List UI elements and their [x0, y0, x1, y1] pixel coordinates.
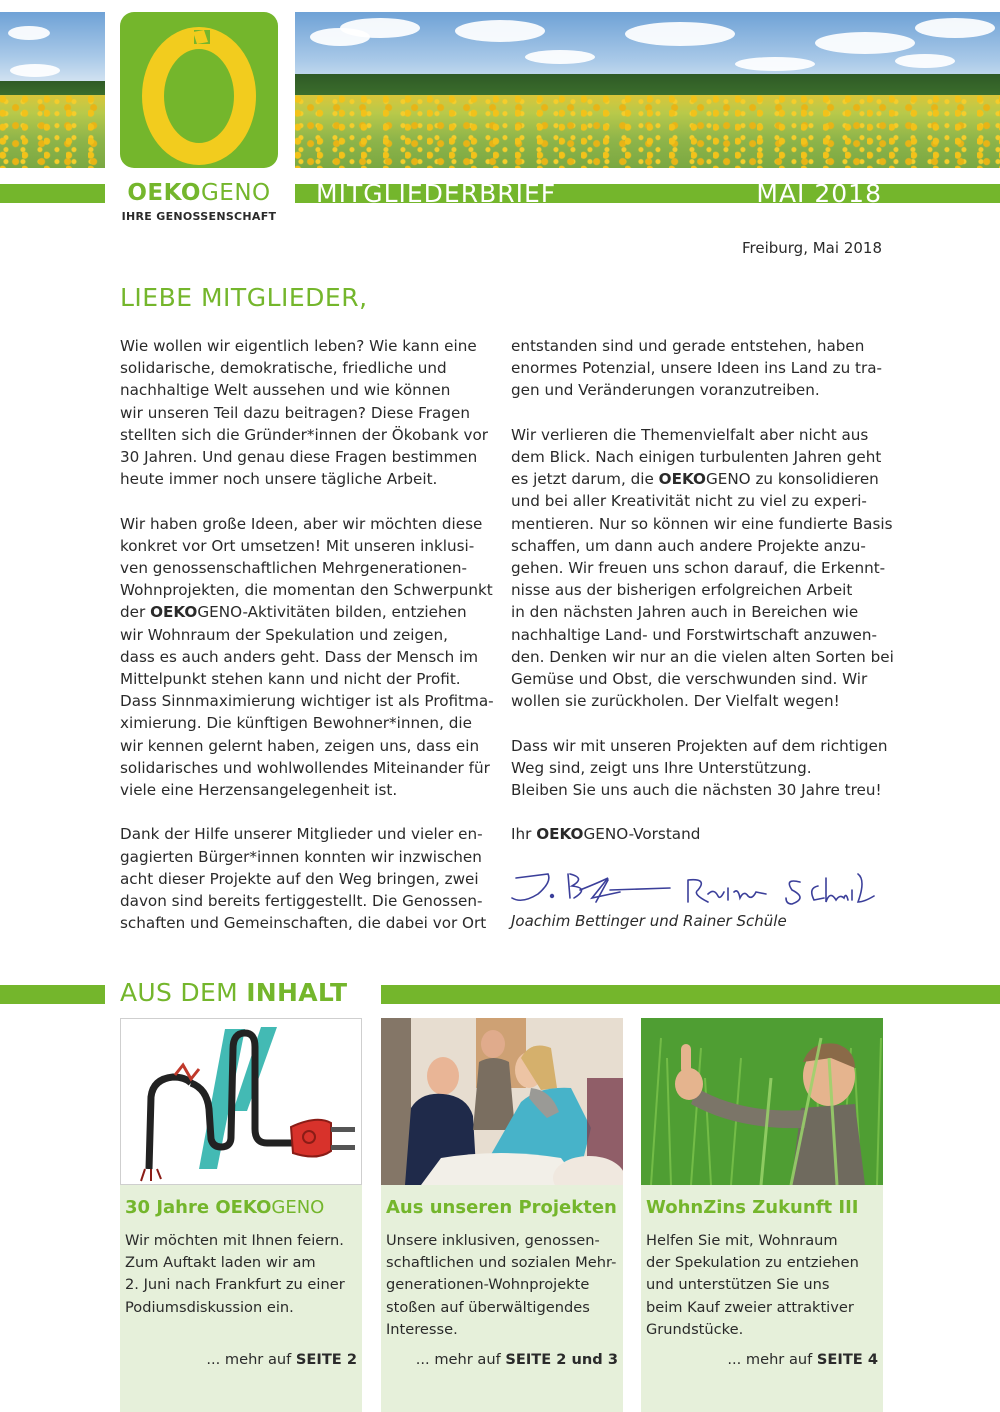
text-line: wir kennen gelernt haben, zeigen uns, dass ein	[120, 736, 480, 755]
text-line: Wie wollen wir eigentlich leben? Wie kann eine	[120, 337, 477, 355]
text-line: Dass wir mit unseren Projekten auf dem richtigen	[511, 736, 888, 755]
dateline: Freiburg, Mai 2018	[741, 239, 882, 257]
text-line: acht dieser Projekte auf den Weg bringen, zwei	[120, 869, 479, 888]
header-photo-sunflowers	[295, 12, 1000, 168]
contents-band-left	[0, 985, 105, 1004]
card-panel	[641, 1185, 883, 1412]
handwritten-signatures	[508, 868, 888, 912]
text-line: es jetzt darum, die OEKOGENO zu konsolidieren	[511, 470, 879, 489]
text-line: ximierung. Die künftigen Bewohner*innen, die	[120, 714, 472, 733]
text-line: schaffen, um dann auch andere Projekte anzu-	[511, 536, 866, 555]
paragraph	[511, 735, 891, 802]
text-line: Dass Sinnmaximierung wichtiger ist als Profitma-	[120, 692, 494, 711]
text-line: schaften und Gemeinschaften, die dabei vor Ort	[120, 914, 487, 933]
paragraph	[120, 335, 495, 490]
greeting-heading: LIEBE MITGLIEDER,	[120, 283, 368, 312]
text-line: entstanden sind und gerade entstehen, haben	[511, 337, 865, 355]
text-line: gehen. Wir freuen uns schon darauf, die Erkennt-	[511, 559, 886, 578]
header-photo-left	[0, 12, 105, 168]
contents-card-projects[interactable]	[381, 1018, 623, 1412]
text-line: heute immer noch unsere tägliche Arbeit.	[120, 470, 438, 489]
contents-card-anniversary[interactable]	[120, 1018, 362, 1412]
letter-right-column	[511, 335, 894, 868]
text-line: 30 Jahren. Und genau diese Fragen bestimmen	[120, 448, 478, 467]
card-title: WohnZins Zukunft III	[646, 1197, 859, 1218]
text-line: ven genossenschaftlichen Mehrgenerationen-	[120, 559, 468, 578]
text-line: mentieren. Nur so können wir eine fundierte Basis	[511, 514, 893, 533]
text-line: wollen sie zurückholen. Der Vielfalt wegen!	[511, 692, 840, 711]
text-line: Bleiben Sie uns auch die nächsten 30 Jahre treu!	[511, 781, 882, 800]
contents-band-right	[381, 985, 1000, 1004]
more-link-page-2-and-3[interactable]: ... mehr auf SEITE 2 und 3	[415, 1351, 618, 1368]
card-title: 30 Jahre OEKOGENO	[125, 1197, 325, 1218]
text-line: gagierten Bürger*innen konnten wir inzwischen	[120, 847, 482, 866]
text-line: Mittelpunkt stehen kann und nicht der Profit.	[120, 670, 461, 689]
closing	[511, 823, 891, 845]
text-line: Wir haben große Ideen, aber wir möchten diese	[120, 514, 483, 533]
text-line: wir Wohnraum der Spekulation und zeigen,	[120, 625, 448, 644]
text-line: Wir verlieren die Themenvielfalt aber nicht aus	[511, 425, 869, 444]
card-text: Unsere inklusiven, genossen- schaftlichen und sozialen Mehr- generationen-Wohnprojekte stoßen auf überwältigendes Interesse.	[386, 1232, 617, 1338]
text-line: solidarische, demokratische, friedliche und	[120, 359, 447, 378]
text-line: der OEKOGENO-Aktivitäten bilden, entziehen	[120, 603, 467, 622]
text-line: dem Blick. Nach einigen turbulenten Jahren geht	[511, 448, 882, 466]
more-link-page-4[interactable]: ... mehr auf SEITE 4	[727, 1351, 878, 1368]
text-line: Gemüse und Obst, die verschwunden sind. Wir	[511, 670, 868, 689]
text-line: nisse aus der bisherigen erfolgreichen Arbeit	[511, 581, 853, 600]
paragraph	[120, 823, 495, 934]
paragraph	[511, 335, 891, 402]
paragraph	[120, 513, 495, 802]
card-text: Helfen Sie mit, Wohnraum der Spekulation zu entziehen und unterstützen Sie uns beim Kauf zweier attraktiver Grundstücke.	[646, 1232, 859, 1338]
issue-date: MAI 2018	[756, 179, 882, 208]
text-line: viele eine Herzensangelegenheit ist.	[120, 781, 398, 800]
text-line: und bei aller Kreativität nicht zu viel zu experi-	[511, 492, 867, 511]
text-line: Wohnprojekten, die momentan den Schwerpunkt	[120, 581, 493, 600]
brand-name: OEKOGENO	[127, 180, 271, 206]
text-line: dass es auch anders geht. Dass der Mensch im	[120, 647, 479, 666]
header-band-left	[0, 184, 105, 203]
text-line: solidarisches und wohlwollendes Miteinander für	[120, 758, 490, 777]
text-line: enormes Potenzial, unsere Ideen ins Land zu tra-	[511, 359, 883, 378]
text-line: gen und Veränderungen voranzutreiben.	[511, 381, 820, 400]
card-panel	[120, 1185, 362, 1412]
text-line: wir unseren Teil dazu beitragen? Diese Fragen	[120, 403, 470, 422]
logo	[120, 12, 278, 168]
letter-left-column	[120, 335, 495, 957]
text-line: nachhaltige Land- und Forstwirtschaft anzuwen-	[511, 625, 878, 644]
cable-and-plug-illustration	[120, 1018, 362, 1185]
newsletter-title: MITGLIEDERBRIEF	[316, 179, 557, 208]
text-line: den. Denken wir nur an die vielen alten Sorten bei	[511, 647, 894, 666]
more-link-page-2[interactable]: ... mehr auf SEITE 2	[206, 1351, 357, 1368]
contents-card-wohnzins[interactable]	[641, 1018, 883, 1412]
paragraph	[511, 424, 894, 713]
text-line: nachhaltige Welt aussehen und wie können	[120, 381, 451, 400]
brand-tagline: IHRE GENOSSENSCHAFT	[121, 210, 277, 223]
child-in-grass-thumbs-up	[641, 1018, 883, 1185]
people-at-workshop-table	[381, 1018, 623, 1185]
text-line: Weg sind, zeigt uns Ihre Unterstützung.	[511, 758, 812, 777]
text-line: Dank der Hilfe unserer Mitglieder und vieler en-	[120, 825, 483, 844]
card-panel	[381, 1185, 623, 1412]
logo-o-umlaut-icon	[120, 12, 278, 168]
card-title: Aus unseren Projekten	[386, 1197, 617, 1218]
text-line: davon sind bereits fertiggestellt. Die Genossen-	[120, 892, 483, 911]
signer-names: Joachim Bettinger und Rainer Schüle	[511, 912, 787, 930]
card-text: Wir möchten mit Ihnen feiern. Zum Auftakt laden wir am 2. Juni nach Frankfurt zu einer Podiumsdiskussion ein.	[125, 1232, 345, 1316]
text-line: in den nächsten Jahren auch in Bereichen wie	[511, 603, 859, 622]
text-line: stellten sich die Gründer*innen der Ökobank vor	[120, 425, 488, 444]
contents-heading: AUS DEM INHALT	[120, 978, 348, 1007]
text-line: Ihr OEKOGENO-Vorstand	[511, 825, 701, 844]
text-line: konkret vor Ort umsetzen! Mit unseren inklusi-	[120, 536, 475, 555]
